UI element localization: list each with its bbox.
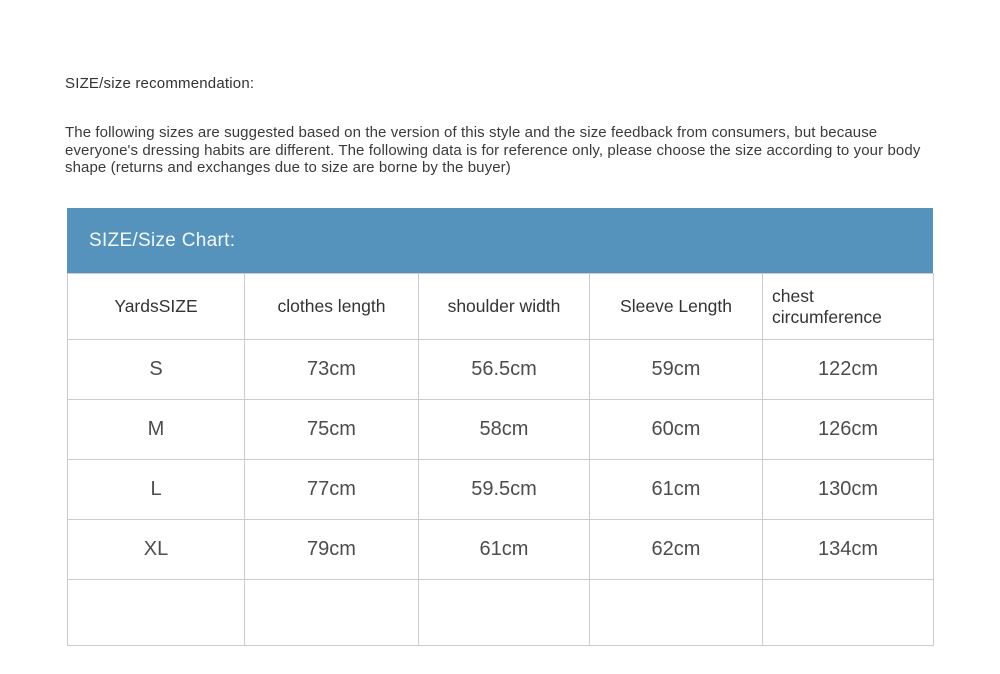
size-chart-title-bar bbox=[67, 208, 933, 273]
cell-empty bbox=[763, 580, 934, 646]
cell-sleeve-length: 59cm bbox=[590, 340, 763, 400]
size-chart-section bbox=[67, 208, 933, 646]
cell-sleeve-length: 61cm bbox=[590, 460, 763, 520]
table-row-s bbox=[68, 340, 934, 400]
size-recommendation-description: The following sizes are suggested based on the version of this style and the size feedback from consumers, but because everyone's dressing habits are different. The following data is for reference only, please choose the size according to your body shape (returns and exchanges due to size are borne by the buyer) bbox=[65, 124, 921, 176]
column-header-sleeve-length: Sleeve Length bbox=[590, 274, 763, 340]
cell-empty bbox=[68, 580, 245, 646]
cell-size: M bbox=[68, 400, 245, 460]
cell-clothes-length: 75cm bbox=[245, 400, 419, 460]
cell-clothes-length: 77cm bbox=[245, 460, 419, 520]
table-header-row bbox=[68, 274, 934, 340]
table-row-m bbox=[68, 400, 934, 460]
cell-size: L bbox=[68, 460, 245, 520]
cell-shoulder-width: 61cm bbox=[419, 520, 590, 580]
cell-clothes-length: 73cm bbox=[245, 340, 419, 400]
cell-chest-circumference: 126cm bbox=[763, 400, 934, 460]
table-row-xl bbox=[68, 520, 934, 580]
size-table bbox=[67, 273, 934, 646]
cell-shoulder-width: 59.5cm bbox=[419, 460, 590, 520]
column-header-clothes-length: clothes length bbox=[245, 274, 419, 340]
cell-chest-circumference: 134cm bbox=[763, 520, 934, 580]
column-header-shoulder-width: shoulder width bbox=[419, 274, 590, 340]
cell-chest-circumference: 122cm bbox=[763, 340, 934, 400]
column-header-chest-circumference: chest circumference bbox=[763, 274, 934, 340]
cell-size: S bbox=[68, 340, 245, 400]
cell-empty bbox=[590, 580, 763, 646]
cell-sleeve-length: 60cm bbox=[590, 400, 763, 460]
cell-shoulder-width: 58cm bbox=[419, 400, 590, 460]
column-header-size: YardsSIZE bbox=[68, 274, 245, 340]
size-chart-title: SIZE/Size Chart: bbox=[89, 229, 236, 251]
cell-empty bbox=[245, 580, 419, 646]
cell-size: XL bbox=[68, 520, 245, 580]
cell-chest-circumference: 130cm bbox=[763, 460, 934, 520]
table-row-empty bbox=[68, 580, 934, 646]
size-recommendation-title: SIZE/size recommendation: bbox=[65, 75, 255, 92]
cell-shoulder-width: 56.5cm bbox=[419, 340, 590, 400]
cell-sleeve-length: 62cm bbox=[590, 520, 763, 580]
table-row-l bbox=[68, 460, 934, 520]
cell-empty bbox=[419, 580, 590, 646]
cell-clothes-length: 79cm bbox=[245, 520, 419, 580]
